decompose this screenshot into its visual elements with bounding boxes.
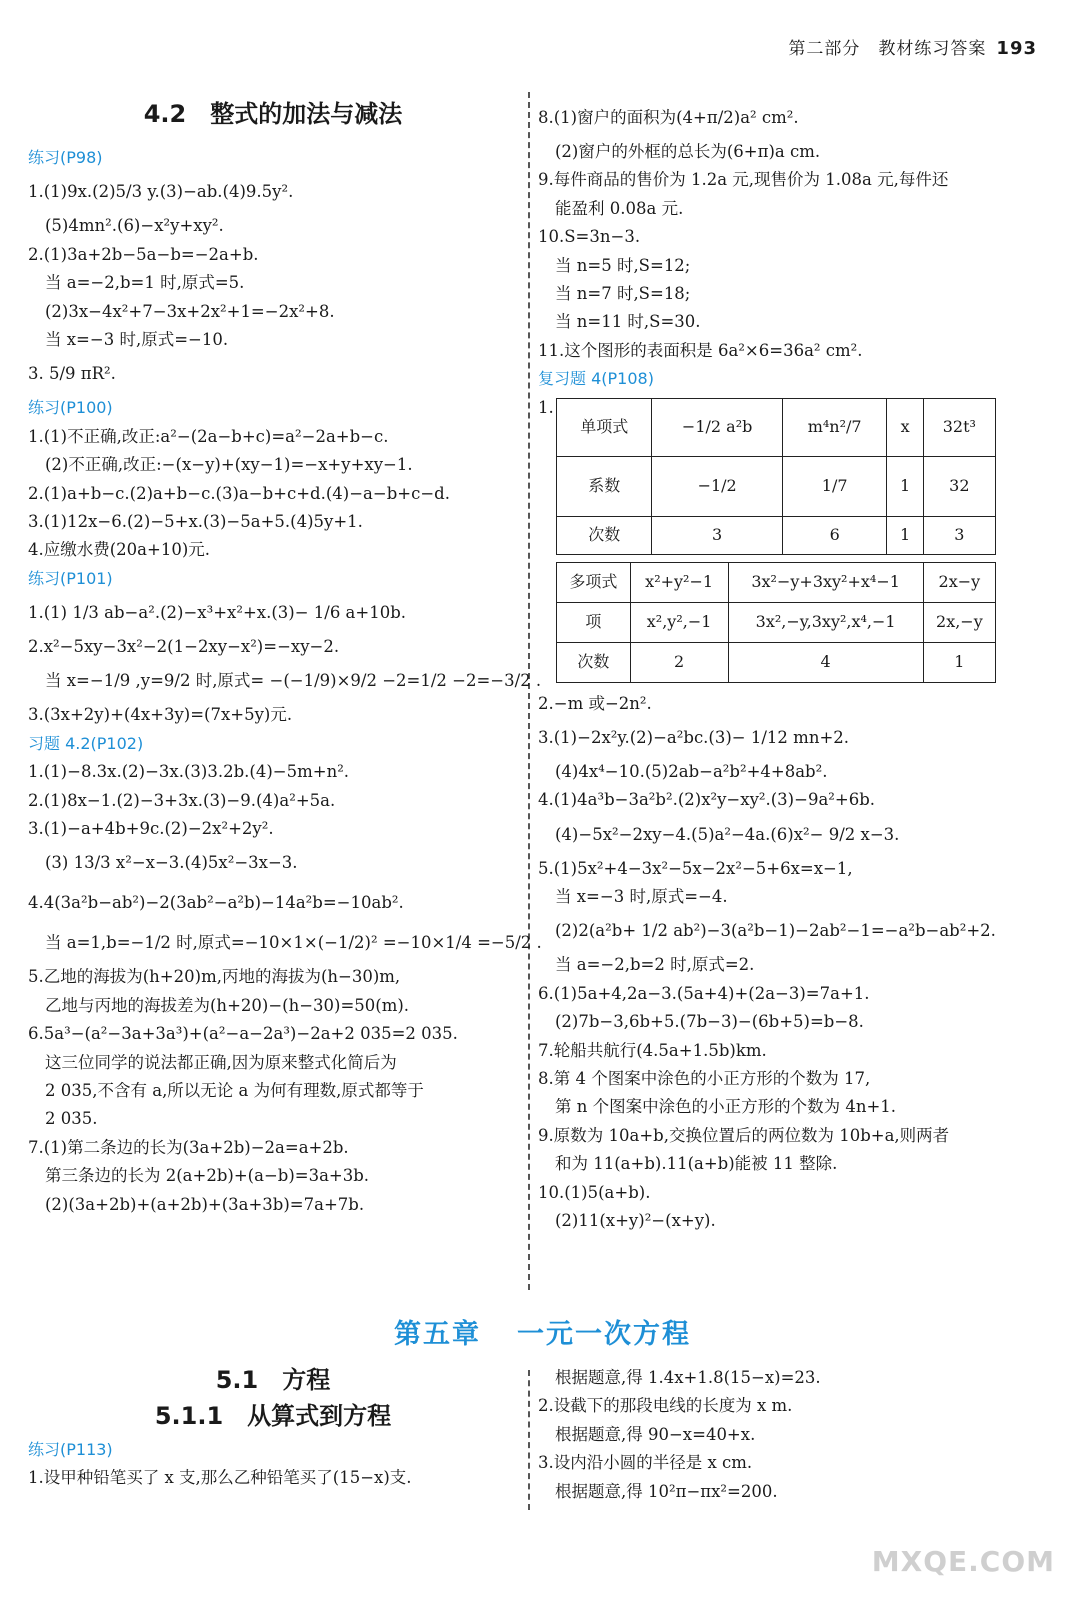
answer-line: 2.−m 或−2n². xyxy=(538,693,652,713)
answer-line: 5.乙地的海拔为(h+20)m,丙地的海拔为(h−30)m, xyxy=(28,967,401,987)
answer-line: (5)4mn².(6)−x²y+xy². xyxy=(45,216,224,236)
chapter-title xyxy=(0,1312,1085,1351)
answer-line: 1.(1) 1/3 ab−a².(2)−x³+x²+x.(3)− 1/6 a+10b. xyxy=(28,603,407,623)
table-cell: 1 xyxy=(923,642,995,682)
table-cell: x²,y²,−1 xyxy=(630,602,728,642)
table-cell: 3x²−y+3xy²+x⁴−1 xyxy=(728,562,923,602)
chapter-name: 一元一次方程 xyxy=(517,1319,691,1350)
section-title-5-1: 5.1 方程 xyxy=(215,1366,331,1394)
answer-line: 和为 11(a+b).11(a+b)能被 11 整除. xyxy=(555,1154,838,1174)
answer-line: 8.(1)窗户的面积为(4+π/2)a² cm². xyxy=(538,108,799,127)
exercise-label-p102: 习题 4.2(P102) xyxy=(28,733,144,753)
exercise-label-p101: 练习(P101) xyxy=(28,568,113,588)
table-cell: x xyxy=(887,398,923,456)
answer-line: 2.设截下的那段电线的长度为 x m. xyxy=(538,1396,793,1416)
answer-line: 9.原数为 10a+b,交换位置后的两位数为 10b+a,则两者 xyxy=(538,1125,950,1145)
table-cell: 3x²,−y,3xy²,x⁴,−1 xyxy=(728,602,923,642)
answer-line: 2.(1)a+b−c.(2)a+b−c.(3)a−b+c+d.(4)−a−b+c−d. xyxy=(28,483,450,503)
table-cell: x²+y²−1 xyxy=(630,562,728,602)
answer-line: (3) 13/3 x²−x−3.(4)5x²−3x−3. xyxy=(45,853,298,873)
answer-line: 10.S=3n−3. xyxy=(538,227,641,247)
answer-line: (2)窗户的外框的总长为(6+π)a cm. xyxy=(555,142,821,161)
exercise-label-review-4: 复习题 4(P108) xyxy=(538,369,654,389)
right-column xyxy=(538,98,1038,1235)
answer-line: (2)不正确,改正:−(x−y)+(xy−1)=−x+y+xy−1. xyxy=(45,455,413,475)
table-cell: 2 xyxy=(630,642,728,682)
section-title-4-2: 4.2 整式的加法与减法 xyxy=(143,100,403,128)
answer-line: (2)11(x+y)²−(x+y). xyxy=(555,1210,716,1230)
answer-line: 第 n 个图案中涂色的小正方形的个数为 4n+1. xyxy=(555,1097,897,1117)
table-cell: 次数 xyxy=(557,516,652,554)
table-cell: 32t³ xyxy=(923,398,995,456)
answer-line: 第三条边的长为 2(a+2b)+(a−b)=3a+3b. xyxy=(45,1166,370,1186)
answer-line: 1.(1)不正确,改正:a²−(2a−b+c)=a²−2a+b−c. xyxy=(28,426,389,446)
answer-line: 3. 5/9 πR². xyxy=(28,364,116,384)
table-cell: m⁴n²/7 xyxy=(782,398,887,456)
table-cell: 3 xyxy=(923,516,995,554)
table-cell: −1/2 a²b xyxy=(652,398,782,456)
table-cell: 4 xyxy=(728,642,923,682)
answer-line: (2)(3a+2b)+(a+2b)+(3a+3b)=7a+7b. xyxy=(45,1194,365,1214)
table-cell: 系数 xyxy=(557,456,652,516)
answer-line: 当 n=11 时,S=30. xyxy=(555,312,701,332)
table-cell: 多项式 xyxy=(557,562,631,602)
answer-line: 3.(1)−a+4b+9c.(2)−2x²+2y². xyxy=(28,819,274,839)
ch5-left-column xyxy=(28,1362,518,1493)
answer-line: 3.设内沿小圆的半径是 x cm. xyxy=(538,1453,753,1473)
answer-line: 1.(1)−8.3x.(2)−3x.(3)3.2b.(4)−5m+n². xyxy=(28,762,350,782)
answer-line: 3.(1)12x−6.(2)−5+x.(3)−5a+5.(4)5y+1. xyxy=(28,511,363,531)
page-header xyxy=(788,34,1037,59)
answer-line: (2)7b−3,6b+5.(7b−3)−(6b+5)=b−8. xyxy=(555,1012,864,1032)
exercise-label-p100: 练习(P100) xyxy=(28,398,113,418)
chapter-number: 第五章 xyxy=(394,1319,481,1350)
review-q1-block xyxy=(538,394,1038,690)
table-cell: 单项式 xyxy=(557,398,652,456)
answer-line: (4)4x⁴−10.(5)2ab−a²b²+4+8ab². xyxy=(555,761,828,781)
table-cell: 2x,−y xyxy=(923,602,995,642)
answer-line: (4)−5x²−2xy−4.(5)a²−4a.(6)x²− 9/2 x−3. xyxy=(555,824,900,844)
answer-line: 4.应缴水费(20a+10)元. xyxy=(28,540,211,560)
table-cell: 项 xyxy=(557,602,631,642)
answer-line: 这三位同学的说法都正确,因为原来整式化简后为 xyxy=(45,1052,397,1072)
answer-line: 9.每件商品的售价为 1.2a 元,现售价为 1.08a 元,每件还 xyxy=(538,170,949,190)
page-number: 193 xyxy=(996,38,1037,59)
ch5-right-column xyxy=(538,1364,1038,1506)
polynomial-table xyxy=(556,562,996,683)
table-cell: 6 xyxy=(782,516,887,554)
answer-line: 1.设甲种铅笔买了 x 支,那么乙种铅笔买了(15−x)支. xyxy=(28,1468,412,1488)
answer-line: 7.轮船共航行(4.5a+1.5b)km. xyxy=(538,1040,767,1060)
section-title-5-1-1: 5.1.1 从算式到方程 xyxy=(154,1402,392,1430)
answer-line: 1.(1)9x.(2)5/3 y.(3)−ab.(4)9.5y². xyxy=(28,182,294,202)
answer-line: 当 n=5 时,S=12; xyxy=(555,255,691,275)
answer-line: 6.(1)5a+4,2a−3.(5a+4)+(2a−3)=7a+1. xyxy=(538,983,870,1003)
answer-line: 3.(3x+2y)+(4x+3y)=(7x+5y)元. xyxy=(28,705,293,725)
exercise-label-p98: 练习(P98) xyxy=(28,148,103,167)
answer-line: 8.第 4 个图案中涂色的小正方形的个数为 17, xyxy=(538,1069,871,1089)
answer-line: 3.(1)−2x²y.(2)−a²bc.(3)− 1/12 mn+2. xyxy=(538,727,850,747)
table-cell: 3 xyxy=(652,516,782,554)
header-part: 第二部分 教材练习答案 xyxy=(788,39,987,59)
answer-line: 根据题意,得 1.4x+1.8(15−x)=23. xyxy=(555,1368,821,1387)
answer-line: 当 x=−3 时,原式=−4. xyxy=(555,887,728,907)
answer-line: (2)2(a²b+ 1/2 ab²)−3(a²b−1)−2ab²−1=−a²b−ab²+2. xyxy=(555,921,996,941)
table-cell: −1/2 xyxy=(652,456,782,516)
monomial-table xyxy=(556,398,996,555)
answer-line: 2.(1)3a+2b−5a−b=−2a+b. xyxy=(28,244,259,264)
table-cell: 1/7 xyxy=(782,456,887,516)
answer-line: 当 x=−1/9 ,y=9/2 时,原式= −(−1/9)×9/2 −2=1/2 −2=−3/2 . xyxy=(45,671,542,691)
answer-line: 当 x=−3 时,原式=−10. xyxy=(45,329,229,349)
answer-line: 10.(1)5(a+b). xyxy=(538,1182,651,1202)
table-cell: 次数 xyxy=(557,642,631,682)
table-cell: 32 xyxy=(923,456,995,516)
answer-line: 根据题意,得 10²π−πx²=200. xyxy=(555,1481,778,1501)
answer-line: 4.4(3a²b−ab²)−2(3ab²−a²b)−14a²b=−10ab². xyxy=(28,893,404,913)
watermark: MXQE.COM xyxy=(871,1545,1055,1578)
answer-line: 当 a=1,b=−1/2 时,原式=−10×1×(−1/2)² =−10×1/4 =−5/2 . xyxy=(45,933,542,953)
table-cell: 1 xyxy=(887,516,923,554)
answer-line: (2)3x−4x²+7−3x+2x²+1=−2x²+8. xyxy=(45,301,335,321)
table-cell: 2x−y xyxy=(923,562,995,602)
table-cell: 1 xyxy=(887,456,923,516)
answer-line: 2 035,不含有 a,所以无论 a 为何有理数,原式都等于 xyxy=(45,1080,424,1100)
column-divider-bottom xyxy=(528,1370,530,1510)
answer-line: 5.(1)5x²+4−3x²−5x−2x²−5+6x=x−1, xyxy=(538,858,853,878)
answer-line: 根据题意,得 90−x=40+x. xyxy=(555,1424,756,1444)
answer-line: 4.(1)4a³b−3a²b².(2)x²y−xy².(3)−9a²+6b. xyxy=(538,790,876,810)
answer-line: 当 a=−2,b=1 时,原式=5. xyxy=(45,273,245,293)
answer-line: 2.x²−5xy−3x²−2(1−2xy−x²)=−xy−2. xyxy=(28,637,340,657)
answer-line: 7.(1)第二条边的长为(3a+2b)−2a=a+2b. xyxy=(28,1137,349,1157)
question-number: 1. xyxy=(538,397,554,417)
answer-line: 当 a=−2,b=2 时,原式=2. xyxy=(555,955,755,975)
answer-line: 11.这个图形的表面积是 6a²×6=36a² cm². xyxy=(538,340,863,360)
answer-line: 能盈利 0.08a 元. xyxy=(555,198,684,218)
answer-line: 2.(1)8x−1.(2)−3+3x.(3)−9.(4)a²+5a. xyxy=(28,790,336,810)
answer-line: 2 035. xyxy=(45,1109,98,1129)
exercise-label-p113: 练习(P113) xyxy=(28,1440,113,1459)
answer-line: 6.5a³−(a²−3a+3a³)+(a²−a−2a³)−2a+2 035=2 035. xyxy=(28,1024,458,1044)
answer-line: 当 n=7 时,S=18; xyxy=(555,283,691,303)
left-column xyxy=(28,98,542,1219)
answer-line: 乙地与丙地的海拔差为(h+20)−(h−30)=50(m). xyxy=(45,995,410,1015)
